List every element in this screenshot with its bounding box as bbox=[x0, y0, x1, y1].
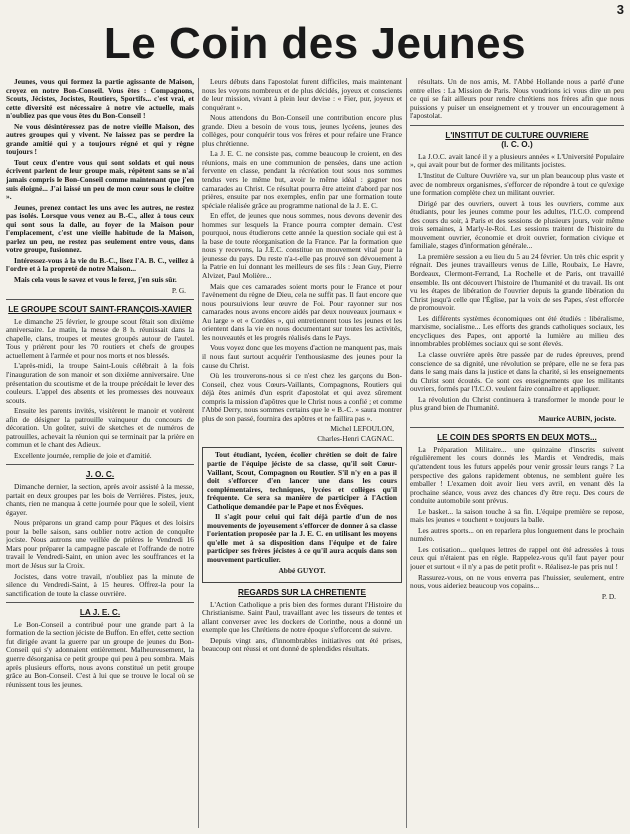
paragraph: Rassurez-vous, on ne vous enverra pas l'huissier, seulement, entre nous, vous aideriez beaucoup vos copains... bbox=[410, 572, 624, 591]
paragraph: Il s'agit pour celui qui fait déjà partie d'un de nos mouvements de joyeusement s'efforcer de donner à sa classe l'orientation proposée par la J. E. C. en utilisant les moyens qu'elle met à sa disposition dans l'équipe et de faire participer ses frères jécistes à ce qu'il aura acquis dans son mouvement particulier. bbox=[207, 512, 397, 564]
page-title: Le Coin des Jeunes bbox=[103, 19, 527, 68]
paragraph: Où les trouverons-nous si ce n'est chez les garçons du Bon-Conseil, chez vous Cœurs-Vaillants, Compagnons, Routiers qui déjà êtes animés d'un esprit d'apostolat et qui avez sûrement compris la mission d'apôtres que le Christ nous a confié ; et comme l'Abbé Derry, nous sommes certains que le « B.-C. » saura montrer plus de son passé, fournira des apôtres et ne faillira pas ». bbox=[202, 371, 402, 423]
section-title-ico: L'INSTITUT DE CULTURE OUVRIERE bbox=[445, 130, 589, 140]
paragraph: Ensuite les parents invités, visitèrent le manoir et votèrent afin de désigner la patrouille vainqueur du concours de décoration. Un goûter, suivi de sketches et de numéros de patrouilles, achevait la réunion qui se terminait par la prière en commun et le chant des Adieux. bbox=[6, 406, 194, 450]
paragraph: Jeunes, vous qui formez la partie agissante de Maison, croyez en notre Bon-Conseil. Vous êtes : Compagnons, Scouts, Jécistes, Jocistes, Routiers, Sportifs... c'est vrai, et cette diversité est nécessaire à notre vie actuelle, mais n'oubliez pas que vous êtes du Bon-Conseil ! bbox=[6, 78, 194, 121]
paragraph: L'après-midi, la troupe Saint-Louis célébrait à la fois l'inauguration de son manoir et son dixième anniversaire. Une présentation du scoutisme et de la troupe précédait le lever des couleurs. L'appel des absents et les promesses des nouveaux scouts. bbox=[6, 361, 194, 405]
paragraph: Tout étudiant, lycéen, écolier chrétien se doit de faire partie de l'équipe jéciste de sa classe, qu'il soit Cœur-Vaillant, Scout, Compagnon ou Routier. S'il n'y en a pas il doit s'efforcer d'en lancer une dans les cours complémentaires, techniques, lycées et collèges qu'il fréquente. Ce sera sa manière de participer à l'Action Catholique demandée par le Pape et nos Évêques. bbox=[207, 450, 397, 511]
paragraph: Tout ceux d'entre vous qui sont soldats et qui nous écrivent parlent de leur groupe mais, répètent sans se n'ai jamais compris le Bon-Conseil comme maintenant que j'en suis éloigné... J'ai laissé un peu de mon cœur sous le cloître ». bbox=[6, 157, 194, 202]
paragraph: Le dimanche 25 février, le groupe scout fêtait son dixième anniversaire. Le matin, la messe de 8 h. réunissait dans la chapelle, clans, troupes et meutes groupés autour de l'autel. Tous y prièrent pour les 70 routiers et chefs de groupes actuellement à l'armée et pour nos morts et nos blessés. bbox=[6, 316, 194, 360]
paragraph: Ne vous désintéressez pas de notre vieille Maison, des autres groupes qui y vivent. Ne laissez pas se perdre la grande amitié qui y a toujours régné et qui y règne toujours ! bbox=[6, 121, 194, 157]
paragraph: Le Bon-Conseil a contribué pour une grande part à la formation de la section jéciste de Buffon. En effet, cette section fut dirigée avant la guerre par un groupe de jeunes du Bon-Conseil qui s'y adonnaient entièrement. Malheureusement, la guerre désorganisa ce petit groupe qui peu à peu sombra. Mais après plusieurs efforts, nous avons constitué un petit groupe grâce au Bon-Conseil. C'est à lui que se trouve le local où se réunissent tous les jeunes. bbox=[6, 619, 194, 689]
paragraph: Le basket... la saison touche à sa fin. L'équipe première se repose, mais les jeunes « touchent » toujours la balle. bbox=[410, 506, 624, 525]
paragraph: La première session a eu lieu du 5 au 24 février. Un très chic esprit y régnait. Des jeunes travailleurs venus de Lille, Roubaix, Le Havre, Bordeaux, Clermont-Ferrand, La Rochelle et de Paris, ont travaillé ensemble. Ils ont découvert l'histoire de l'humanité et du travail. Ils ont vu les étapes de libération de l'ouvrier depuis la grande libération du Christ jusqu'à celle que l'Église, par la voix de ses Papes, s'est efforcée de promouvoir. bbox=[410, 251, 624, 313]
paragraph: Les autres sports... on en reparlera plus longuement dans le prochain numéro. bbox=[410, 525, 624, 544]
paragraph: Mais cela vous le savez et vous le ferez, j'en suis sûr. bbox=[14, 275, 177, 285]
page-number: 3 bbox=[616, 2, 624, 17]
paragraph: Intéressez-vous à la vie du B.-C., lisez l'A. B. C., veillez à l'ordre et à la propreté de notre Maison... bbox=[6, 255, 194, 274]
signature: P. D. bbox=[601, 591, 616, 601]
divider bbox=[410, 125, 624, 126]
paragraph: La classe ouvrière après être passée par de rudes épreuves, prend conscience de sa dignité, une révolution se prépare, elle ne se fera pas dans le sang mais dans la justice et dans la charité, si les enseignements du Christ sont écoutés. Ce sont ces enseignements que les militants ouvriers, formés par l'I.C.O. veulent faire connaître et appliquer. bbox=[410, 349, 624, 394]
paragraph: Excellente journée, remplie de joie et d'amitié. bbox=[14, 450, 152, 460]
signature: P. G. bbox=[171, 285, 186, 295]
column-right bbox=[410, 78, 624, 830]
paragraph: La J.O.C. avait lancé il y a plusieurs années « L'Université Populaire », qui avait pour but de former des militants jocistes. bbox=[410, 151, 624, 170]
signature: Charles-Henri CAGNAC. bbox=[317, 433, 394, 443]
section-title-jec: LA J. E. C. bbox=[79, 608, 121, 618]
section-title-scout: LE GROUPE SCOUT SAINT-FRANÇOIS-XAVIER bbox=[8, 305, 192, 315]
section-subtitle-ico: (I. C. O.) bbox=[501, 140, 533, 150]
paragraph: Les différents systèmes économiques ont été étudiés : libéralisme, marxisme, socialisme... Les efforts des grands catholiques sociaux, les encycliques des Papes, ont apporté la lumière au milieu des innombrables problèmes sociaux qui se sont élevés. bbox=[410, 313, 624, 349]
divider bbox=[6, 602, 194, 603]
paragraph: Nous préparons un grand camp pour Pâques et des loisirs pour la belle saison, sans oublier notre action de conquête jociste. Nous autrons une veillée de prières le Vendredi 16 Mars pour préparer la campagne pascale et l'offrande de notre travail le Vendredi-Saint, en union avec les souffrances et la mort de Jésus sur la Croix. bbox=[6, 518, 194, 570]
paragraph: L'Institut de Culture Ouvrière va, sur un plan beaucoup plus vaste et avec de nombreux organismes, s'efforcer de répondre à tout ce qu'exige une formation complète chez un militant ouvrier. bbox=[410, 171, 624, 198]
column-divider bbox=[198, 78, 199, 828]
signature: Abbé GUYOT. bbox=[278, 565, 326, 575]
divider bbox=[6, 299, 194, 300]
paragraph: Depuis vingt ans, d'innombrables initiatives ont été prises, beaucoup ont réussi et ont donné de splendides résultats. bbox=[202, 635, 402, 654]
paragraph: En effet, de jeunes que nous sommes, nous devons devenir des hommes sur lesquels la France pourra compter demain. C'est pourquoi, nous étudierons cette année la question sociale qui est à la base de toute réorganisation de la France. Par la formation que nous y recevons, la J.E.C. constitue un mouvement vital pour la jeunesse du pays. Du reste n'a-t-elle pas prouvé son dévouement à la Patrie en lui donnant les meilleurs de ses fils : Jean Guy, Pierre Alvizet, Paul Molière... bbox=[202, 211, 402, 281]
divider bbox=[410, 427, 624, 428]
paragraph: Dirigé par des ouvriers, ouvert à tous les ouvriers, comme aux étudiants, pour les jeunes comme pour les adultes, l'I.C.O. comprend des cours du soir, à Paris et des sessions de plusieurs jours, voir même trois semaines, à Marly-le-Roi. Les sessions traitent de l'histoire du mouvement ouvrier, économie et droit ouvrier, formation civique et familiale, stages d'information générale... bbox=[410, 198, 624, 251]
paragraph: résultats. Un de nos amis, M. l'Abbé Hollande nous a parlé d'une entre elles : La Mission de Paris. Nous voudrions ici vous dire un peu ce qui se fait ailleurs pour rendre chrétiens nos frères afin que nous puissions y puiser un enseignement et y trouver un encouragement à l'apostolat. bbox=[410, 78, 624, 121]
column-divider bbox=[406, 78, 407, 828]
column-left bbox=[6, 78, 194, 830]
paragraph: Nous attendons du Bon-Conseil une contribution encore plus grande. Dieu a besoin de vous tous, jeunes lycéens, jeunes des collèges, pour conquérir tous vos frères et pour refaire une France plus chrétienne. bbox=[202, 113, 402, 148]
divider bbox=[6, 464, 194, 465]
paragraph: Leurs débuts dans l'apostolat furent difficiles, mais maintenant nous les voyons nombreux et de plus décidés, joyeux et conscients de leur mission, vivant à plein leur devise : « Fier, pur, joyeux et conquérant ». bbox=[202, 78, 402, 112]
section-title-joc: J. O. C. bbox=[85, 470, 115, 480]
column-middle bbox=[202, 78, 402, 830]
paragraph: Dimanche dernier, la section, après avoir assisté à la messe, partait en deux groupes par les bois de Verrières. Pistes, jeux, chants, rien ne manqua à cette journée pour que le soleil, vient égayer. bbox=[6, 482, 194, 517]
paragraph: Jeunes, prenez contact les uns avec les autres, ne restez pas isolés. Lorsque vous venez au B.-C., allez à tous ceux qui sont sous la dalle, au foyer de la Maison pour l'emplacement, c'est une vieille habitude de la Maison, parlez un peu, ne restez pas seulement entre vous, dans votre groupe, fusionnez. bbox=[6, 202, 194, 255]
paragraph: Les cotisation... quelques lettres de rappel ont été adressées à tous ceux qui n'étaient pas en règle. Rappelez-vous qu'il faut payer pour jouer et surtout « il n'y a pas de petit profit ». Réalisez-le pas pris nul ! bbox=[410, 544, 624, 572]
paragraph: Mais que ces camarades soient morts pour le France et pour l'avènement du règne de Dieu, cela ne suffit pas. Il faut encore que nous poursuivions leur œuvre de Foi. Pour rayonner sur nos camarades nous avons encore aidés par deux nouveaux journaux « Au large » et « Cordées », qui entretiennent tous les jeunes et les orientent dans la vie en nous documentant sur toutes les activités, les nouveautés et les progrès réalisés dans le Pays. bbox=[202, 281, 402, 342]
paragraph: L'Action Catholique a pris bien des formes durant l'Histoire du Christianisme. Saint Paul, travaillant avec les tisseurs de tentes et allant converser avec les dockers de Corinthe, nous a donné un exemple que les Chrétiens de notre époque s'efforcent de suivre. bbox=[202, 599, 402, 635]
paragraph: La J. E. C. ne consiste pas, comme beaucoup le croient, en des réunions, mais en une communion de pensées, dans une action fervente en classe, pendant la récréation tout sous nos sommes tendus vers le même but, avoir le même idéal : gagner nos camarades au Christ. Ce résultat pourra être atteint d'abord par nos prières, ensuite par nos exemples, enfin par une formation toute spéciale réalisée grâce au programme national de la J. E. C. bbox=[202, 149, 402, 210]
signature: Michel LEFOULON, bbox=[330, 424, 394, 434]
signature: Maurice AUBIN, jociste. bbox=[538, 413, 616, 423]
section-title-sports: LE COIN DES SPORTS EN DEUX MOTS... bbox=[437, 433, 597, 443]
boxed-notice bbox=[202, 447, 402, 583]
paragraph: Vous voyez donc que les moyens d'action ne manquent pas, mais il nous faut surtout acquérir l'enthousiasme des jeunes pour la cause du Christ. bbox=[202, 343, 402, 370]
paragraph: La révolution du Christ continuera à transformer le monde pour le plus grand bien de l'humanité. bbox=[410, 394, 624, 413]
paragraph: Jocistes, dans votre travail, n'oubliez pas la minute de silence du Vendredi-Saint, à 15 heures. Offrez-la pour la sanctification de toute la classe ouvrière. bbox=[6, 571, 194, 598]
section-title-regards: REGARDS SUR LA CHRETIENTE bbox=[238, 588, 366, 598]
paragraph: La Préparation Militaire... une quinzaine d'inscrits suivent régulièrement les cours donnés les Mardis et Vendredis, mais qu'attendent tous les futurs appelés pour venir grossir leurs rangs ? La perspective des galons rapidement obtenus, ne semblent guère les emballer ! L'examen doit avoir lieu vers avril, en venant dès la prochaine séance, vous avez des chances d'y être reçu. Des cours de conduite automobile sont prévus. bbox=[410, 444, 624, 506]
